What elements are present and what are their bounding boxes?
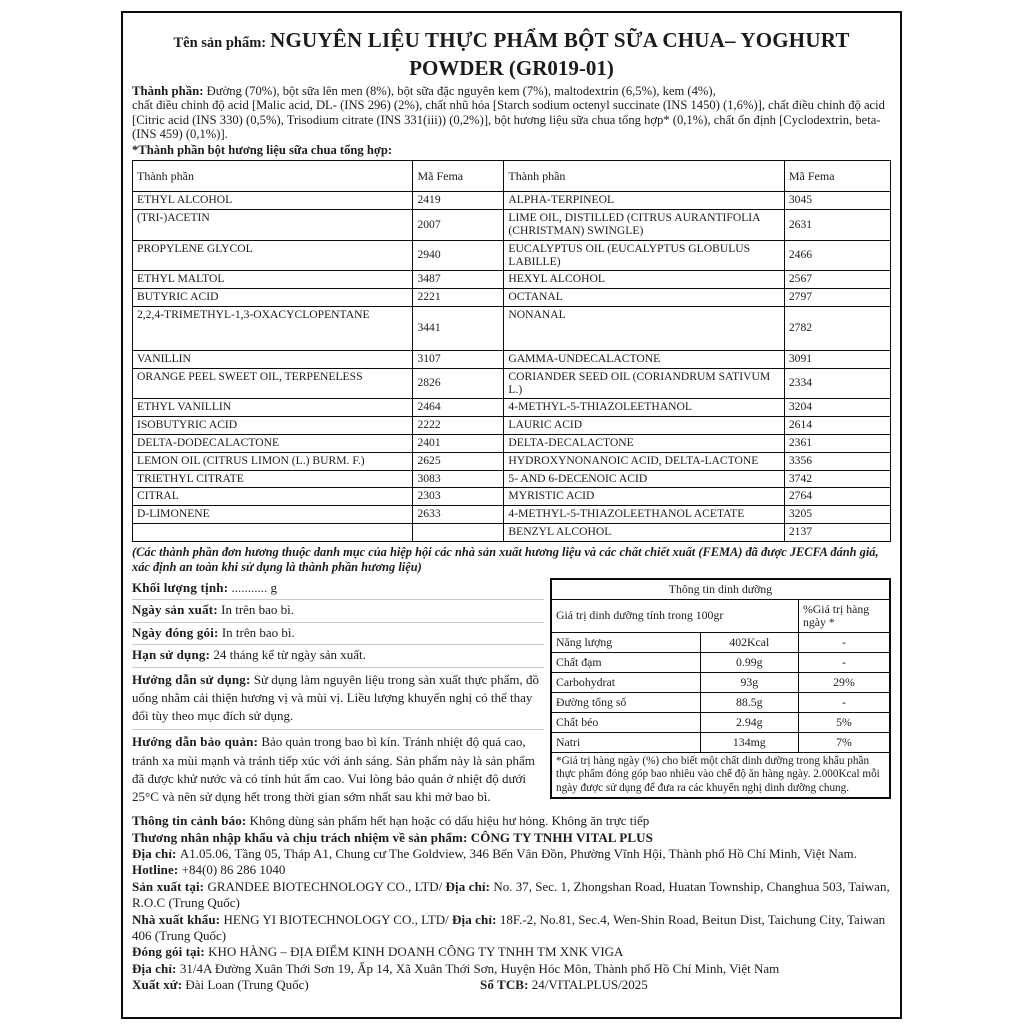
- product-title-line1: NGUYÊN LIỆU THỰC PHẨM BỘT SỮA CHUA– YOGHURT: [270, 28, 850, 52]
- fema-ingredient-cell: GAMMA-UNDECALACTONE: [504, 351, 784, 369]
- footer-line-text: 31/4A Đường Xuân Thới Sơn 19, Ấp 14, Xã Xuân Thới Sơn, Huyện Hóc Môn, Thành phố Hồ Chí Minh, Việt Nam: [179, 960, 780, 976]
- fema-code-cell: 2419: [413, 192, 504, 210]
- fema-code-cell: 2940: [413, 240, 504, 271]
- fema-code-cell: 3441: [413, 307, 504, 351]
- nutrition-footnote-row: [551, 752, 890, 798]
- nutrition-label-cell: Carbohydrat: [551, 672, 700, 692]
- info-row: [132, 578, 544, 601]
- fema-ingredient-cell: (TRI-)ACETIN: [133, 210, 413, 241]
- info-row: [132, 668, 544, 731]
- footer-line-text: Không dùng sản phẩm hết hạn hoặc có dấu hiệu hư hỏng. Không ăn trực tiếp: [249, 813, 650, 829]
- footer-line-text: GRANDEE BIOTECHNOLOGY CO., LTD/: [207, 878, 446, 894]
- footer-line-text: +84(0) 86 286 1040: [181, 862, 286, 878]
- fema-code-cell: 3356: [784, 452, 890, 470]
- fema-code-cell: 2764: [784, 488, 890, 506]
- nutrition-daily-cell: 29%: [798, 672, 890, 692]
- info-row: [132, 645, 544, 668]
- fema-code-cell: [413, 523, 504, 541]
- fema-code-cell: 2614: [784, 417, 890, 435]
- tcb-value: 24/VITALPLUS/2025: [528, 977, 648, 993]
- nutrition-label-cell: Chất béo: [551, 712, 700, 732]
- footer-line-label: Địa chỉ:: [132, 960, 180, 976]
- info-row-value: In trên bao bì.: [217, 602, 295, 618]
- ingredients-rest: chất điều chỉnh độ acid [Malic acid, DL- (INS 296) (2%), chất nhũ hóa [Starch sodium octenyl succinate (INS 1450) (1,6%)], chất điều chỉnh độ acid [Citric acid (INS 330) (0,5%), Trisodium citrate (INS 331(iii)) (0,2%)], bột hương liệu sữa chua tổng hợp* (0,1%), chất ổn định [Cyclodextrin, beta- (INS 459) (0,1%)].: [132, 98, 885, 142]
- nutrition-daily-cell: 7%: [798, 732, 890, 752]
- footer-line: [132, 961, 891, 977]
- tcb-text: [480, 977, 648, 993]
- fema-header-ingredient-left: Thành phần: [133, 160, 413, 192]
- footer-origin-line: [132, 977, 891, 993]
- fema-ingredient-cell: 2,2,4-TRIMETHYL-1,3-OXACYCLOPENTANE: [133, 307, 413, 351]
- fema-code-cell: 2361: [784, 434, 890, 452]
- fema-table-row: [133, 523, 891, 541]
- origin-label: Xuất xứ:: [132, 977, 183, 993]
- fema-note: (Các thành phần đơn hương thuộc danh mục của hiệp hội các nhà sản xuất hương liệu và các chất chiết xuất (FEMA) đã được JECFA đánh giá, xác định an toàn khi sử dụng là thành phần hương liệu): [132, 544, 879, 574]
- fema-code-cell: 3204: [784, 399, 890, 417]
- nutrition-row: [551, 732, 890, 752]
- footer-line-label: Địa chỉ:: [452, 911, 500, 927]
- info-row-value: Bảo quản trong bao bì kín. Tránh nhiệt độ quá cao, tránh xa mùi mạnh và tránh tiếp xúc với ánh sáng. Sản phẩm này là sản phẩm đã được khử nước và có tính hút ẩm cao. Vui lòng bảo quản ở nhiệt độ dưới 25°C và nên sử dụng hết trong thời gian sớm nhất sau khi mở bao bì.: [132, 734, 535, 804]
- info-row-label: Hướng dẫn bảo quản:: [132, 734, 259, 750]
- ingredients-paragraph: [132, 84, 891, 142]
- fema-table-row: [133, 399, 891, 417]
- footer-line-label: Địa chỉ:: [445, 878, 494, 894]
- fema-code-cell: 3091: [784, 351, 890, 369]
- nutrition-facts-table: [550, 578, 891, 799]
- ingredients-line1: Đường (70%), bột sữa lên men (8%), bột sữa đặc nguyên kem (7%), maltodextrin (6,5%), kem (4%),: [206, 84, 716, 98]
- fema-ingredient-cell: CORIANDER SEED OIL (CORIANDRUM SATIVUM L.): [504, 368, 784, 399]
- nutrition-title: Thông tin dinh dưỡng: [551, 579, 890, 600]
- nutrition-subheader-row: [551, 599, 890, 632]
- fema-code-cell: 2782: [784, 307, 890, 351]
- fema-ingredient-cell: BENZYL ALCOHOL: [504, 523, 784, 541]
- footer-line: [132, 879, 891, 912]
- fema-code-cell: 2137: [784, 523, 890, 541]
- fema-ingredient-cell: 4-METHYL-5-THIAZOLEETHANOL: [504, 399, 784, 417]
- nutrition-row: [551, 652, 890, 672]
- fema-ingredient-cell: ETHYL MALTOL: [133, 271, 413, 289]
- fema-table-row: [133, 506, 891, 524]
- info-row-label: Ngày sản xuất:: [132, 602, 218, 618]
- fema-ingredient-cell: D-LIMONENE: [133, 506, 413, 524]
- fema-ingredient-cell: TRIETHYL CITRATE: [133, 470, 413, 488]
- footer-line-text: 18F.-2, No.81, Sec.4, Wen-Shin Road, Beitun Dist, Taichung City, Taiwan 406 (Trung Quốc): [132, 911, 886, 944]
- flavor-components-sublabel: *Thành phần bột hương liệu sữa chua tổng hợp:: [132, 142, 393, 157]
- fema-table-row: [133, 417, 891, 435]
- nutrition-daily-cell: 5%: [798, 712, 890, 732]
- fema-ingredient-cell: ETHYL VANILLIN: [133, 399, 413, 417]
- nutrition-label-cell: Chất đạm: [551, 652, 700, 672]
- fema-code-cell: 2303: [413, 488, 504, 506]
- fema-ingredient-cell: ISOBUTYRIC ACID: [133, 417, 413, 435]
- fema-code-cell: 2221: [413, 289, 504, 307]
- fema-ingredient-cell: ORANGE PEEL SWEET OIL, TERPENELESS: [133, 368, 413, 399]
- fema-table-row: [133, 434, 891, 452]
- nutrition-daily-cell: -: [798, 652, 890, 672]
- footer-section: [132, 813, 891, 993]
- nutrition-label-cell: Đường tổng số: [551, 692, 700, 712]
- tcb-label: Số TCB:: [480, 977, 529, 993]
- nutrition-daily-cell: -: [798, 692, 890, 712]
- nutrition-label-cell: Năng lượng: [551, 632, 700, 652]
- footer-line-label: Thương nhân nhập khẩu và chịu trách nhiệm về sản phẩm: CÔNG TY TNHH VITAL PLUS: [132, 829, 653, 845]
- info-row-value: ........... g: [228, 579, 277, 595]
- fema-ingredient-cell: LAURIC ACID: [504, 417, 784, 435]
- fema-header-code-left: Mã Fema: [413, 160, 504, 192]
- fema-table-row: [133, 289, 891, 307]
- footer-line-label: Sản xuất tại:: [132, 878, 208, 894]
- origin-text: [132, 977, 480, 993]
- fema-header-row: [133, 160, 891, 192]
- info-and-nutrition-section: [132, 578, 891, 810]
- fema-table-row: [133, 210, 891, 241]
- fema-ingredient-cell: BUTYRIC ACID: [133, 289, 413, 307]
- fema-ingredient-cell: ETHYL ALCOHOL: [133, 192, 413, 210]
- info-row-label: Hướng dẫn sử dụng:: [132, 671, 251, 687]
- fema-code-cell: 2625: [413, 452, 504, 470]
- product-name-label: Tên sản phẩm:: [173, 35, 267, 51]
- nutrition-title-row: [551, 579, 890, 600]
- nutrition-daily-value-header: %Giá trị hàng ngày *: [798, 599, 890, 632]
- footer-line-text: HENG YI BIOTECHNOLOGY CO., LTD/: [223, 911, 453, 927]
- nutrition-daily-cell: -: [798, 632, 890, 652]
- fema-code-cell: 2633: [413, 506, 504, 524]
- nutrition-value-cell: 0.99g: [700, 652, 798, 672]
- label-document-border: [121, 11, 902, 1019]
- fema-ingredient-cell: PROPYLENE GLYCOL: [133, 240, 413, 271]
- nutrition-label-cell: Natri: [551, 732, 700, 752]
- footer-line-text: No. 37, Sec. 1, Zhongshan Road, Huatan Township, Changhua 503, Taiwan, R.O.C (Trung Quốc): [132, 878, 890, 911]
- footer-line: [132, 912, 891, 945]
- fema-ingredient-cell: 5- AND 6-DECENOIC ACID: [504, 470, 784, 488]
- fema-ingredient-cell: HEXYL ALCOHOL: [504, 271, 784, 289]
- fema-ingredient-cell: DELTA-DODECALACTONE: [133, 434, 413, 452]
- fema-code-cell: 3742: [784, 470, 890, 488]
- fema-ingredient-cell: MYRISTIC ACID: [504, 488, 784, 506]
- fema-ingredient-cell: OCTANAL: [504, 289, 784, 307]
- fema-ingredient-cell: LEMON OIL (CITRUS LIMON (L.) BURM. F.): [133, 452, 413, 470]
- fema-code-cell: 3487: [413, 271, 504, 289]
- fema-table-row: [133, 368, 891, 399]
- fema-code-cell: 3083: [413, 470, 504, 488]
- info-row: [132, 600, 544, 623]
- footer-line-label: Hotline:: [132, 862, 182, 878]
- fema-table-row: [133, 307, 891, 351]
- fema-ingredient-cell: [133, 523, 413, 541]
- fema-header-ingredient-right: Thành phần: [504, 160, 784, 192]
- footer-line-label: Nhà xuất khẩu:: [132, 911, 224, 927]
- footer-line-label: Thông tin cảnh báo:: [132, 813, 250, 829]
- fema-table-row: [133, 192, 891, 210]
- info-row-value: In trên bao bì.: [218, 624, 295, 640]
- fema-ingredient-cell: CITRAL: [133, 488, 413, 506]
- fema-code-cell: 2466: [784, 240, 890, 271]
- fema-table-row: [133, 470, 891, 488]
- nutrition-value-cell: 402Kcal: [700, 632, 798, 652]
- fema-ingredient-cell: DELTA-DECALACTONE: [504, 434, 784, 452]
- footer-line-label: Địa chỉ:: [132, 846, 180, 861]
- info-row-label: Khối lượng tịnh:: [132, 579, 229, 595]
- fema-code-cell: 2334: [784, 368, 890, 399]
- fema-code-cell: 3045: [784, 192, 890, 210]
- fema-ingredients-table: [132, 160, 891, 542]
- fema-ingredient-cell: 4-METHYL-5-THIAZOLEETHANOL ACETATE: [504, 506, 784, 524]
- fema-code-cell: 3205: [784, 506, 890, 524]
- nutrition-per-100g-header: Giá trị dinh dưỡng tính trong 100gr: [551, 599, 798, 632]
- fema-ingredient-cell: VANILLIN: [133, 351, 413, 369]
- info-row-label: Ngày đóng gói:: [132, 624, 219, 640]
- origin-value: Đài Loan (Trung Quốc): [182, 977, 309, 993]
- info-row: [132, 730, 544, 810]
- fema-code-cell: 2567: [784, 271, 890, 289]
- fema-ingredient-cell: NONANAL: [504, 307, 784, 351]
- fema-ingredient-cell: ALPHA-TERPINEOL: [504, 192, 784, 210]
- nutrition-value-cell: 2.94g: [700, 712, 798, 732]
- fema-code-cell: 2222: [413, 417, 504, 435]
- fema-header-code-right: Mã Fema: [784, 160, 890, 192]
- footer-line-label: Đóng gói tại:: [132, 944, 209, 960]
- fema-table-row: [133, 351, 891, 369]
- nutrition-row: [551, 712, 890, 732]
- nutrition-row: [551, 692, 890, 712]
- ingredients-label: Thành phần:: [132, 84, 204, 98]
- product-title-line2: POWDER (GR019-01): [409, 56, 614, 80]
- footer-line: [132, 862, 891, 878]
- fema-table-row: [133, 271, 891, 289]
- fema-code-cell: 2797: [784, 289, 890, 307]
- fema-code-cell: 3107: [413, 351, 504, 369]
- fema-code-cell: 2007: [413, 210, 504, 241]
- nutrition-value-cell: 134mg: [700, 732, 798, 752]
- footer-line-text: KHO HÀNG – ĐỊA ĐIỂM KINH DOANH CÔNG TY TNHH TM XNK VIGA: [208, 944, 624, 960]
- footer-line: [132, 846, 891, 862]
- fema-table-row: [133, 488, 891, 506]
- fema-code-cell: 2631: [784, 210, 890, 241]
- info-row-label: Hạn sử dụng:: [132, 647, 211, 663]
- fema-code-cell: 2826: [413, 368, 504, 399]
- info-row-value: 24 tháng kể từ ngày sản xuất.: [210, 647, 366, 663]
- nutrition-value-cell: 93g: [700, 672, 798, 692]
- footer-line: [132, 813, 891, 829]
- nutrition-footnote: *Giá trị hàng ngày (%) cho biết một chất dinh dưỡng trong khẩu phần thực phẩm đóng góp bao nhiêu vào chế độ ăn hàng ngày. 2.000Kcal mỗi ngày được sử dụng để đưa ra các khuyến nghị dinh dưỡng chung.: [551, 752, 890, 798]
- info-row-value: Sử dụng làm nguyên liệu trong sản xuất thực phẩm, đồ uống nhằm cải thiện hương vị và mùi vị. Liều lượng khuyến nghị có thể thay đổi tùy theo mục đích sử dụng.: [132, 671, 540, 724]
- fema-ingredient-cell: LIME OIL, DISTILLED (CITRUS AURANTIFOLIA (CHRISTMAN) SWINGLE): [504, 210, 784, 241]
- fema-ingredient-cell: EUCALYPTUS OIL (EUCALYPTUS GLOBULUS LABILLE): [504, 240, 784, 271]
- product-info-column: [132, 578, 550, 810]
- footer-line: [132, 944, 891, 960]
- nutrition-row: [551, 632, 890, 652]
- fema-table-row: [133, 452, 891, 470]
- nutrition-value-cell: 88.5g: [700, 692, 798, 712]
- info-row: [132, 623, 544, 646]
- title-block: [132, 27, 891, 80]
- footer-line-text: A1.05.06, Tầng 05, Tháp A1, Chung cư The Goldview, 346 Bến Vân Đồn, Phường Vĩnh Hội, Thành phố Hồ Chí Minh, Việt Nam.: [179, 846, 857, 861]
- fema-code-cell: 2401: [413, 434, 504, 452]
- nutrition-row: [551, 672, 890, 692]
- fema-ingredient-cell: HYDROXYNONANOIC ACID, DELTA-LACTONE: [504, 452, 784, 470]
- fema-code-cell: 2464: [413, 399, 504, 417]
- footer-line: [132, 830, 891, 846]
- fema-table-row: [133, 240, 891, 271]
